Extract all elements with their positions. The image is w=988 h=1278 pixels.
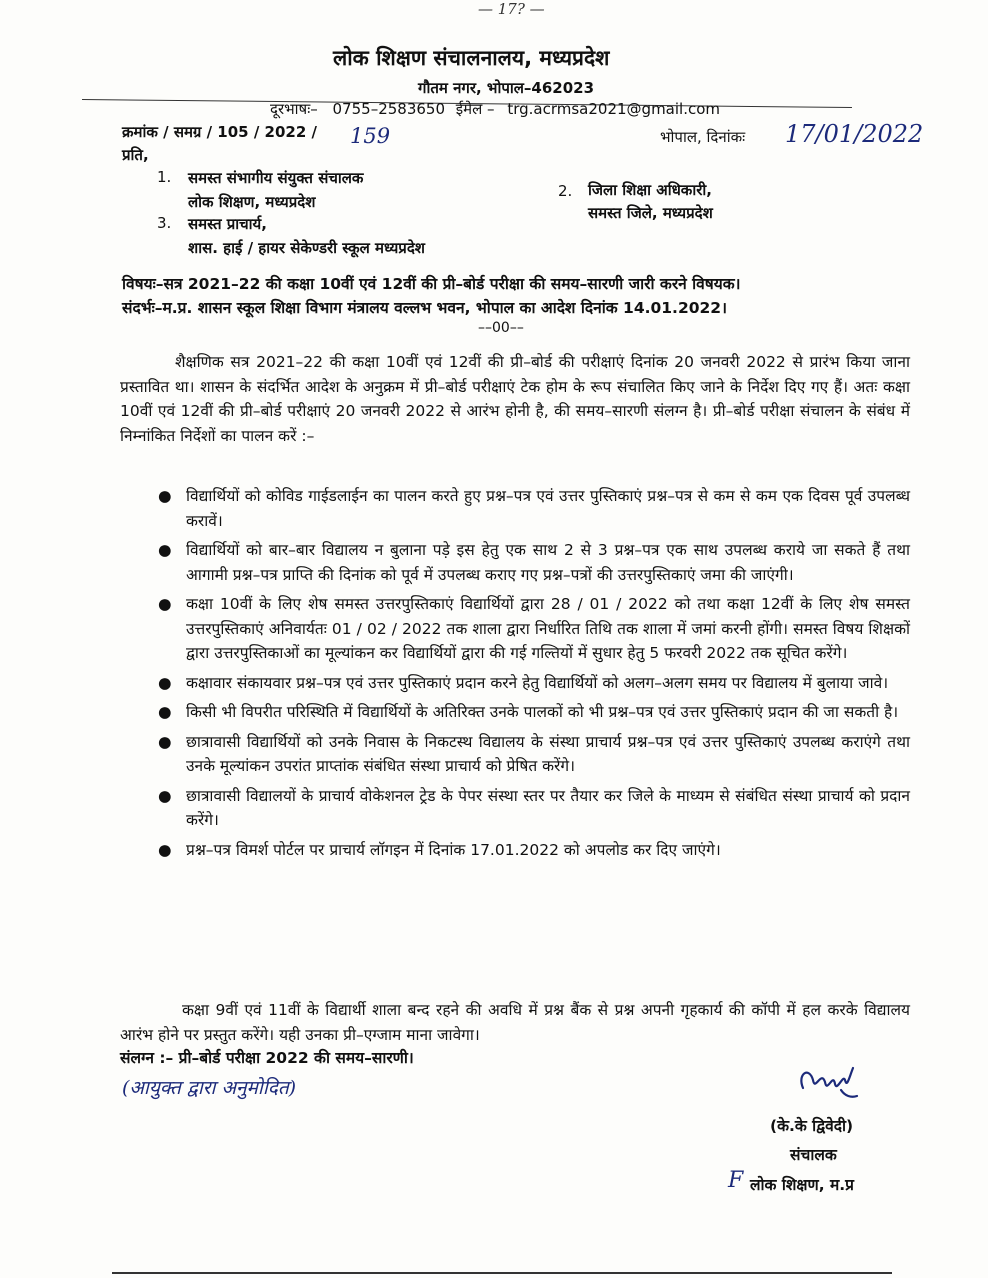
list-item-text: विद्यार्थियों को बार–बार विद्यालय न बुलाना पड़े इस हेतु एक साथ 2 से 3 प्रश्न–पत्र एक साथ उपलब्ध कराये जा सकते हैं तथा आगामी प्रश्न–पत्र प्राप्ति की दिनांक को पूर्व में उपलब्ध कराए गए प्रश्न–पत्रों की उत्तरपुस्तिकाएं जमा की जाएंगी। — [186, 541, 910, 584]
list-item — [158, 671, 910, 696]
list-item-text: कक्षा 10वीं के लिए शेष समस्त उत्तरपुस्तिकाएं विद्यार्थियों द्वारा 28 / 01 / 2022 को तथा कक्षा 12वीं के लिए शेष समस्त उत्तरपुस्तिकाएं अनिवार्यतः 01 / 02 / 2022 तक शाला द्वारा निर्धारित तिथि तक शाला में जमां करनी होंगी। समस्त विषय शिक्षकों द्वारा उत्तरपुस्तिकाओं का मूल्यांकन कर विद्यार्थियों द्वारा की गई गल्तियों में सुधार हेतु 5 फरवरी 2022 तक सूचित करेंगे। — [186, 595, 910, 662]
page-number-mark: — 17? — — [478, 0, 545, 18]
bullet-dot: ● — [158, 732, 172, 751]
list-item — [158, 592, 910, 666]
enclosure-line: संलग्न :– प्री–बोर्ड परीक्षा 2022 की समय–सारणी। — [120, 1049, 414, 1067]
subject-line: विषयः–सत्र 2021–22 की कक्षा 10वीं एवं 12वीं की प्री–बोर्ड परीक्षा की समय–सारणी जारी करने विषयक। — [122, 275, 741, 293]
phone-number: 0755–2583650 — [332, 100, 445, 118]
phone-label: दूरभाषः– — [270, 100, 318, 118]
handwritten-approval-note: (आयुक्त द्वारा अनुमोदित) — [122, 1077, 297, 1099]
recipient-1-num: 1. — [157, 168, 172, 186]
list-item-text: विद्यार्थियों को कोविड गाईडलाईन का पालन करते हुए प्रश्न–पत्र एवं उत्तर पुस्तिकाएं प्रश्न–पत्र से कम से कम एक दिवस पूर्व उपलब्ध करावें। — [186, 487, 910, 530]
list-item — [158, 484, 910, 533]
list-item — [158, 700, 910, 725]
bullet-dot: ● — [158, 541, 172, 559]
recipient-2-num: 2. — [558, 182, 573, 200]
for-mark: F — [728, 1168, 744, 1193]
email-address: trg.acrmsa2021@gmail.com — [507, 100, 721, 118]
list-item-text: किसी भी विपरीत परिस्थिति में विद्यार्थियों के अतिरिक्त उनके पालकों को भी प्रश्न–पत्र एवं उत्तर पुस्तिकाएं प्रदान की जा सकती है। — [186, 703, 899, 721]
office-title: लोक शिक्षण संचालनालय, मध्यप्रदेश — [333, 46, 610, 70]
reference-line: संदर्भः–म.प्र. शासन स्कूल शिक्षा विभाग मंत्रालय वल्लभ भवन, भोपाल का आदेश दिनांक 14.01.2022। — [122, 299, 727, 317]
list-item — [158, 538, 910, 587]
bullet-dot: ● — [158, 595, 172, 613]
ref-number-handwritten: 159 — [350, 124, 391, 148]
intro-paragraph: शैक्षणिक सत्र 2021–22 की कक्षा 10वीं एवं 12वीं की प्री–बोर्ड की परीक्षाएं दिनांक 20 जनवरी 2022 से प्रारंभ किया जाना प्रस्तावित था। शासन के संदर्भित आदेश के अनुक्रम में प्री–बोर्ड परीक्षाएं टेक होम के रूप संचालित किए जाने के निर्देश दिए गए हैं। अतः कक्षा 10वीं एवं 12वीं की प्री–बोर्ड परीक्षाएं 20 जनवरी 2022 से आरंभ होनी है, की समय–सारणी संलग्न है। प्री–बोर्ड परीक्षा संचालन के संबंध में निम्नांकित निर्देशों का पालन करें :– — [120, 353, 910, 445]
bullet-dot: ● — [158, 487, 172, 505]
bullet-dot: ● — [158, 840, 172, 859]
date-handwritten: 17/01/2022 — [785, 120, 924, 148]
instruction-list — [158, 484, 910, 867]
recipient-1-line2: लोक शिक्षण, मध्यप्रदेश — [188, 193, 316, 211]
recipient-3-num: 3. — [157, 214, 172, 232]
ref-number: क्रमांक / समग्र / 105 / 2022 / — [122, 123, 317, 141]
recipient-2-line1: जिला शिक्षा अधिकारी, — [588, 181, 712, 199]
recipient-3-line2: शास. हाई / हायर सेकेण्डरी स्कूल मध्यप्रदेश — [188, 239, 426, 257]
list-item-text: प्रश्न–पत्र विमर्श पोर्टल पर प्राचार्य लॉगइन में दिनांक 17.01.2022 को अपलोड कर दिए जाएंगे। — [186, 840, 721, 859]
list-item-text: कक्षावार संकायवार प्रश्न–पत्र एवं उत्तर पुस्तिकाएं प्रदान करने हेतु विद्यार्थियों को अलग–अलग समय पर विद्यालय में बुलाया जावे। — [186, 673, 889, 692]
list-item — [158, 838, 910, 863]
recipient-3-line1: समस्त प्राचार्य, — [188, 215, 267, 233]
separator: ––00–– — [478, 320, 524, 336]
signatory-office: लोक शिक्षण, म.प्र — [750, 1176, 854, 1194]
contact-line — [270, 99, 720, 119]
signatory-name: (के.के द्विवेदी) — [770, 1117, 854, 1135]
signature-scribble — [795, 1060, 865, 1105]
to-label: प्रति, — [122, 146, 149, 164]
email-label: ईमेल – — [455, 100, 495, 118]
office-address: गौतम नगर, भोपाल–462023 — [418, 79, 595, 97]
list-item-text: छात्रावासी विद्यालयों के प्राचार्य वोकेशनल ट्रेड के पेपर संस्था स्तर पर तैयार कर जिले के माध्यम से संबंधित संस्था प्राचार्य को प्रदान करेंगे। — [186, 786, 910, 829]
bullet-dot: ● — [158, 703, 172, 721]
signatory-title: संचालक — [790, 1146, 837, 1164]
list-item — [158, 730, 910, 779]
closing-paragraph: कक्षा 9वीं एवं 11वीं के विद्यार्थी शाला बन्द रहने की अवधि में प्रश्न बैंक से प्रश्न अपनी गृहकार्य की कॉपी में हल करके विद्यालय आरंभ होने पर प्रस्तुत करेंगे। यही उनका प्री–एग्जाम माना जावेगा। — [120, 1001, 910, 1044]
date-label: भोपाल, दिनांकः — [660, 128, 746, 146]
list-item — [158, 784, 910, 833]
bottom-edge-line — [112, 1272, 892, 1274]
bullet-dot: ● — [158, 673, 172, 692]
recipient-2-line2: समस्त जिले, मध्यप्रदेश — [588, 204, 713, 222]
recipient-1-line1: समस्त संभागीय संयुक्त संचालक — [188, 169, 364, 187]
bullet-dot: ● — [158, 786, 172, 805]
list-item-text: छात्रावासी विद्यार्थियों को उनके निवास के निकटस्थ विद्यालय के संस्था प्राचार्य प्रश्न–पत्र एवं उत्तर पुस्तिकाएं उपलब्ध कराएंगे तथा उनके मूल्यांकन उपरांत प्राप्तांक संबंधित संस्था प्राचार्य को प्रेषित करेंगे। — [186, 732, 910, 775]
